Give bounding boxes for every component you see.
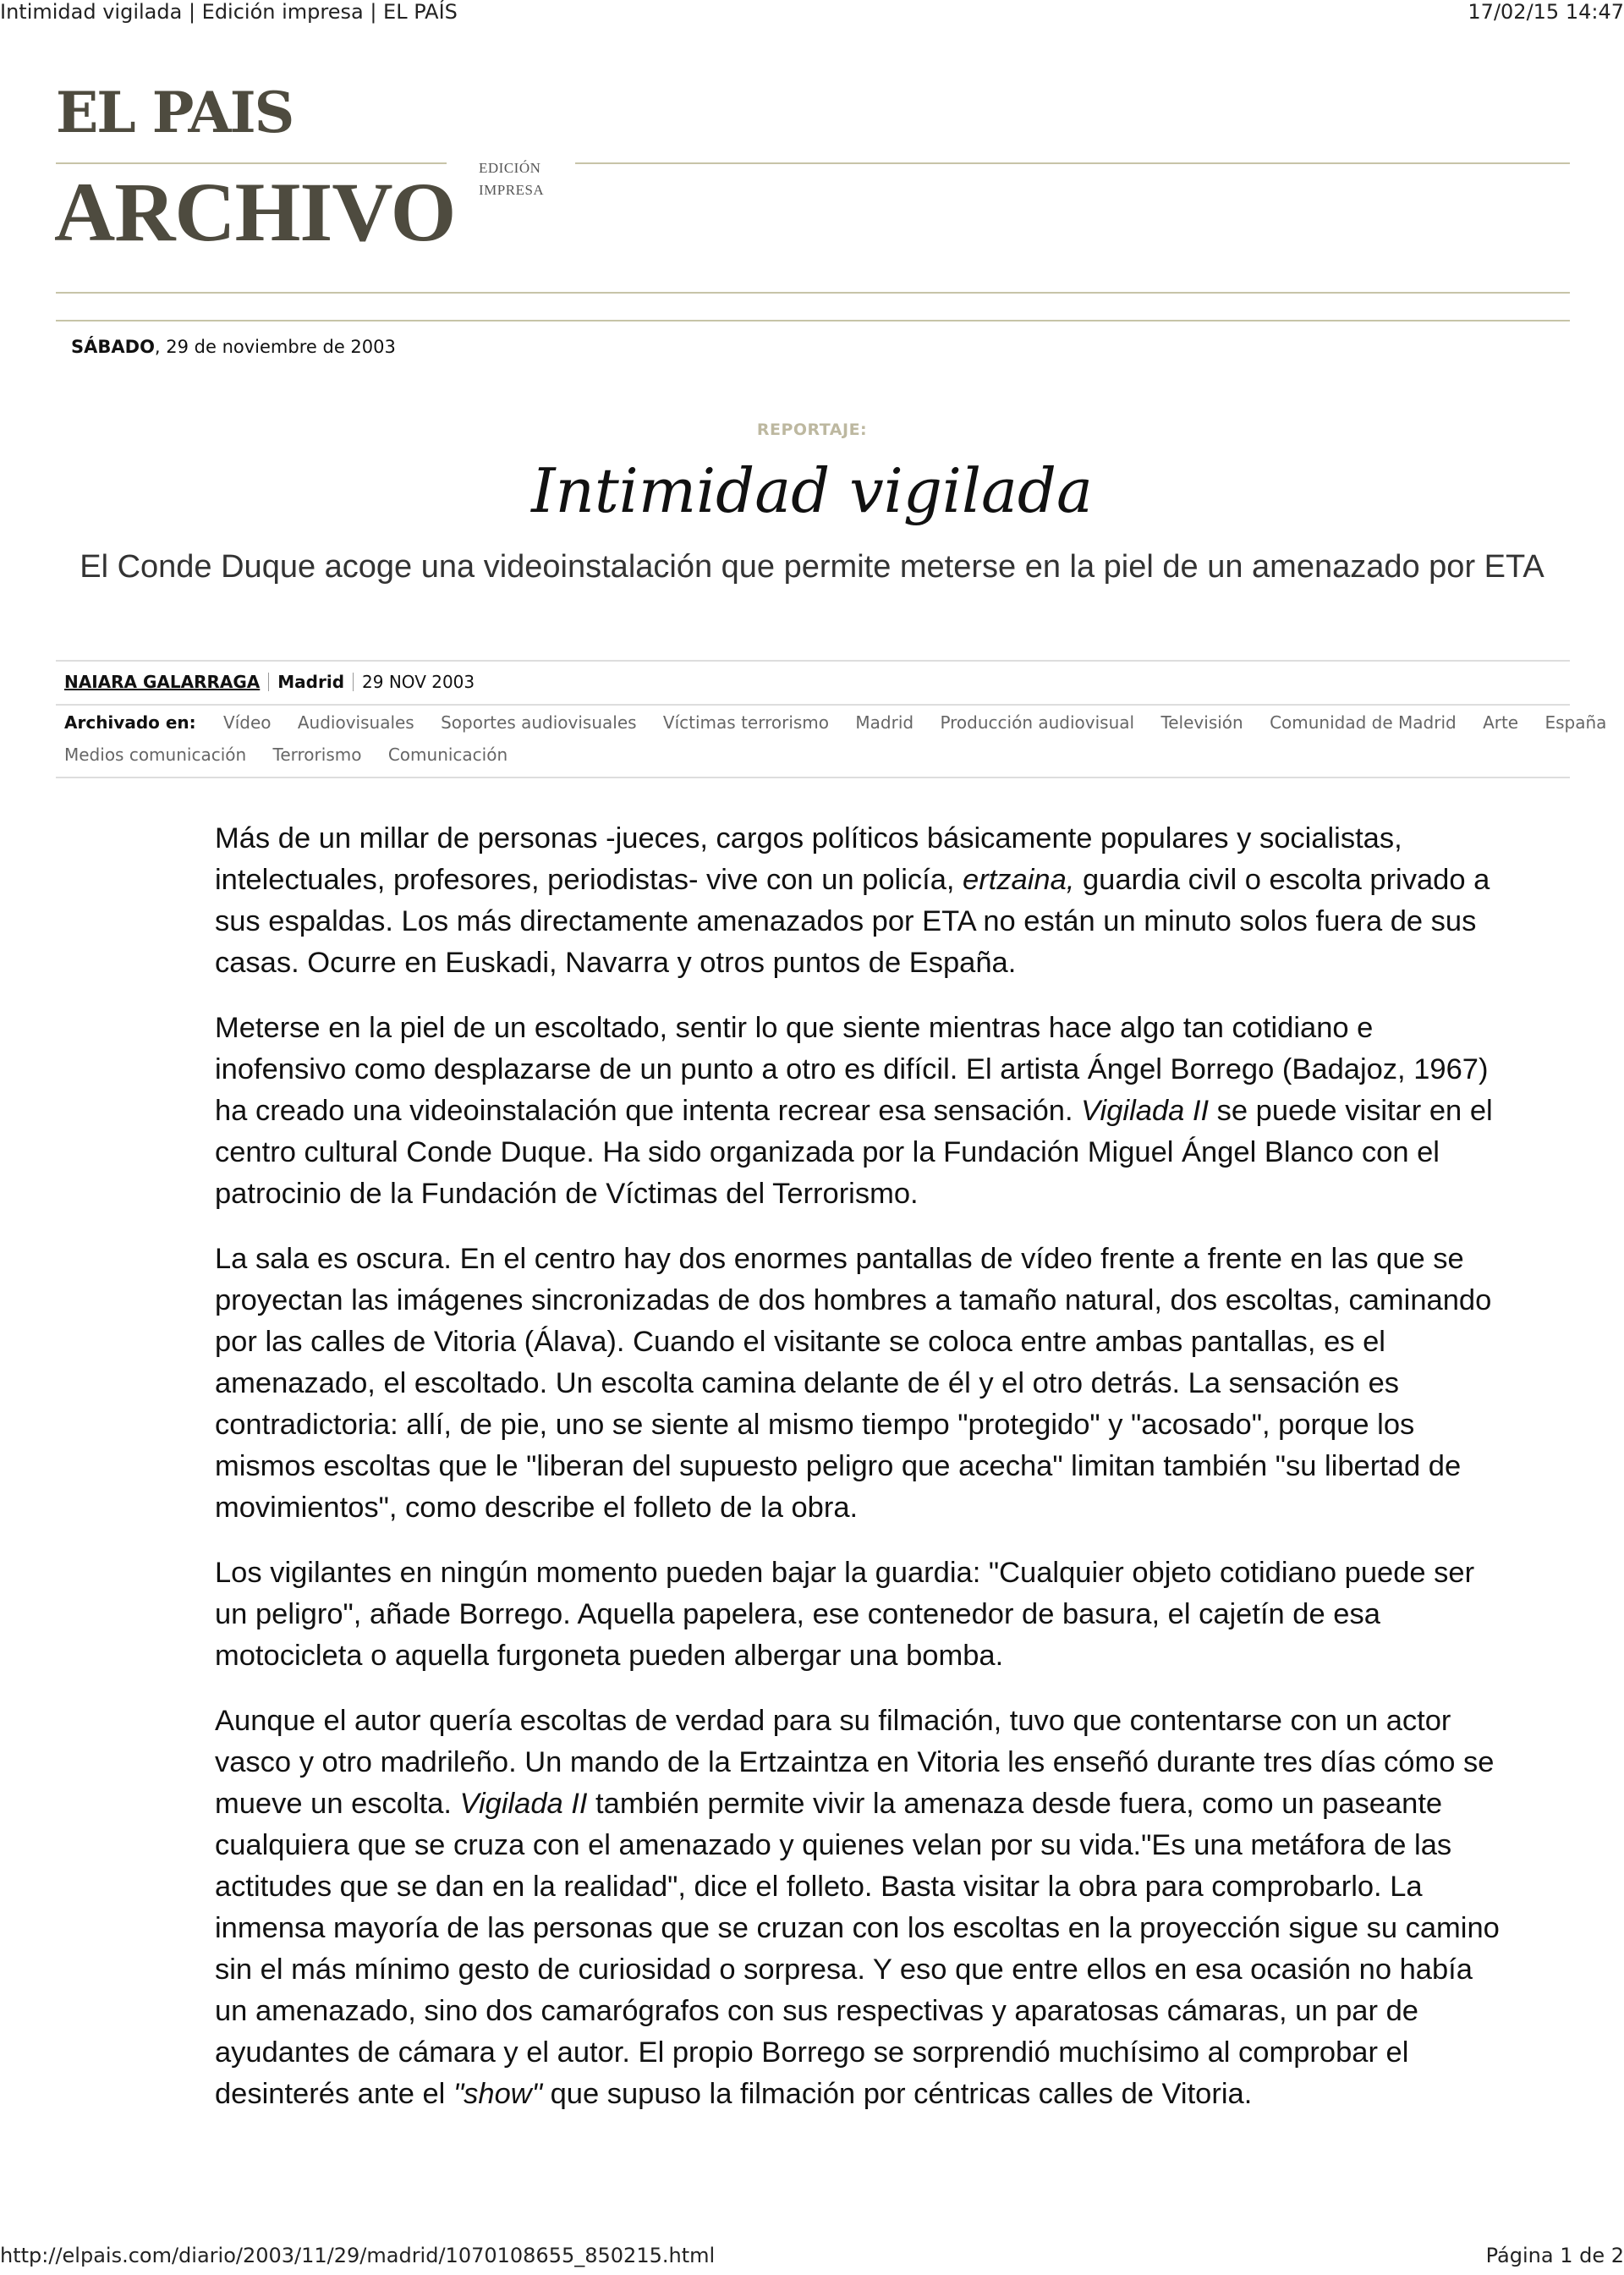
paragraph-italic: ertzaina, [963, 864, 1075, 896]
el-pais-logo[interactable]: EL PAIS [56, 80, 294, 146]
paragraph-text: que supuso la filmación por céntricas calles de Vitoria. [541, 2078, 1253, 2110]
edition-label-line1: EDICIÓN [479, 160, 541, 176]
edition-date-rest: , 29 de noviembre de 2003 [154, 337, 396, 357]
article-kicker: REPORTAJE: [756, 420, 868, 439]
edition-date [71, 337, 396, 357]
paragraph-text: guardia civil o escolta privado a sus espaldas. Los más directamente amenazados por ETA no están un minuto solos fuera de sus casas. Ocurre en Euskadi, Navarra y otros puntos de España. [215, 864, 1490, 979]
tags-label: Archivado en: [64, 712, 196, 733]
tag-link[interactable]: Madrid [855, 712, 914, 733]
article-paragraph-5 [215, 1701, 1509, 2115]
print-footer [0, 2244, 1624, 2269]
print-header-title: Intimidad vigilada | Edición impresa | EL PAÍS [0, 0, 458, 24]
article-body [215, 818, 1509, 2139]
article-paragraph-3: La sala es oscura. En el centro hay dos enormes pantallas de vídeo frente a frente en las que se proyectan las imágenes sincronizadas de dos hombres a tamaño natural, dos escoltas, caminando por las calles de Vitoria (Álava). Cuando el visitante se coloca entre ambas pantallas, es el amenazado, el escoltado. Un escolta camina delante de él y el otro detrás. La sensación es contradictoria: allí, de pie, uno se siente al mismo tiempo "protegido" y "acosado", porque los mismos escoltas que le "liberan del supuesto peligro que acecha" limitan también "su libertad de movimientos", como describe el folleto de la obra. [215, 1243, 1492, 1524]
tag-link[interactable]: Vídeo [223, 712, 272, 733]
tag-link[interactable]: Víctimas terrorismo [662, 712, 830, 733]
masthead-rule-right [575, 162, 1570, 164]
print-footer-url: http://elpais.com/diario/2003/11/29/madrid/1070108655_850215.html [0, 2244, 716, 2267]
tag-link[interactable]: Medios comunicación [64, 745, 247, 765]
byline [56, 660, 1570, 706]
article-paragraph-1 [215, 818, 1509, 984]
edition-label-line2: IMPRESA [479, 182, 545, 198]
byline-city: Madrid [277, 672, 345, 692]
tag-link[interactable]: España [1544, 712, 1607, 733]
archived-tags [56, 704, 1607, 778]
tag-link[interactable]: Audiovisuales [297, 712, 414, 733]
archivo-logo[interactable]: ARCHIVO [54, 165, 456, 259]
header-divider-top [56, 292, 1570, 294]
paragraph-text: Meterse en la piel de un escoltado, sentir lo que siente mientras hace algo tan cotidiano e inofensivo como desplazarse de un punto a otro es difícil. El artista Ángel Borrego (Badajoz, 1967) ha creado una videoinstalación que intenta recrear esa sensación. [215, 1012, 1489, 1127]
paragraph-text: Aunque el autor quería escoltas de verdad para su filmación, tuvo que contentarse con un actor vasco y otro madrileño. Un mando de la Ertzaintza en Vitoria les enseñó durante tres días cómo se mueve un escolta. [215, 1705, 1495, 1820]
paragraph-italic: Vigilada II [1081, 1095, 1210, 1127]
paragraph-text: se puede visitar en el centro cultural Conde Duque. Ha sido organizada por la Fundación Miguel Ángel Blanco con el patrocinio de la Fundación de Víctimas del Terrorismo. [215, 1095, 1493, 1210]
article-paragraph-2 [215, 1008, 1509, 1215]
tag-link[interactable]: Soportes audiovisuales [441, 712, 637, 733]
tags-row-2 [64, 745, 529, 765]
article-paragraph-4: Los vigilantes en ningún momento pueden bajar la guardia: "Cualquier objeto cotidiano puede ser un peligro", añade Borrego. Aquella papelera, ese contenedor de basura, el cajetín de esa motocicleta o aquella furgoneta pueden albergar una bomba. [215, 1557, 1475, 1672]
tag-link[interactable]: Comunidad de Madrid [1270, 712, 1457, 733]
paragraph-text: Más de un millar de personas -jueces, cargos políticos básicamente populares y socialistas, intelectuales, profesores, periodistas- vive con un policía, [215, 822, 1402, 896]
byline-separator [353, 673, 354, 691]
tag-link[interactable]: Producción audiovisual [940, 712, 1135, 733]
tags-row-1 [64, 712, 1624, 733]
tag-link[interactable]: Arte [1483, 712, 1519, 733]
masthead-rule-left [56, 162, 447, 164]
print-header [0, 0, 1624, 25]
edition-label [479, 157, 544, 201]
article-subtitle: El Conde Duque acoge una videoinstalación que permite meterse en la piel de un amenazado por ETA [80, 549, 1544, 585]
article-title: Intimidad vigilada [531, 455, 1093, 526]
paragraph-italic: Vigilada II [459, 1788, 588, 1820]
paragraph-italic: "show" [453, 2078, 542, 2110]
byline-separator [268, 673, 269, 691]
print-footer-page: Página 1 de 2 [1485, 2244, 1624, 2267]
author-link[interactable]: NAIARA GALARRAGA [64, 672, 261, 692]
edition-date-day: SÁBADO [71, 337, 155, 357]
tag-link[interactable]: Terrorismo [272, 745, 362, 765]
byline-date: 29 NOV 2003 [362, 672, 475, 692]
tag-link[interactable]: Televisión [1160, 712, 1243, 733]
paragraph-text: también permite vivir la amenaza desde fuera, como un paseante cualquiera que se cruza con el amenazado y quienes velan por su vida."Es una metáfora de las actitudes que se dan en la realidad", dice el folleto. Basta visitar la obra para comprobarlo. La inmensa mayoría de las personas que se cruzan con los escoltas en la proyección sigue su camino sin el más mínimo gesto de curiosidad o sorpresa. Y eso que entre ellos en esa ocasión no había un amenazado, sino dos camarógrafos con sus respectivas y aparatosas cámaras, un par de ayudantes de cámara y el autor. El propio Borrego se sorprendió muchísimo al comprobar el desinterés ante el [215, 1788, 1500, 2110]
print-header-timestamp: 17/02/15 14:47 [1468, 0, 1624, 24]
header-divider-bottom [56, 320, 1570, 321]
tag-link[interactable]: Comunicación [387, 745, 508, 765]
